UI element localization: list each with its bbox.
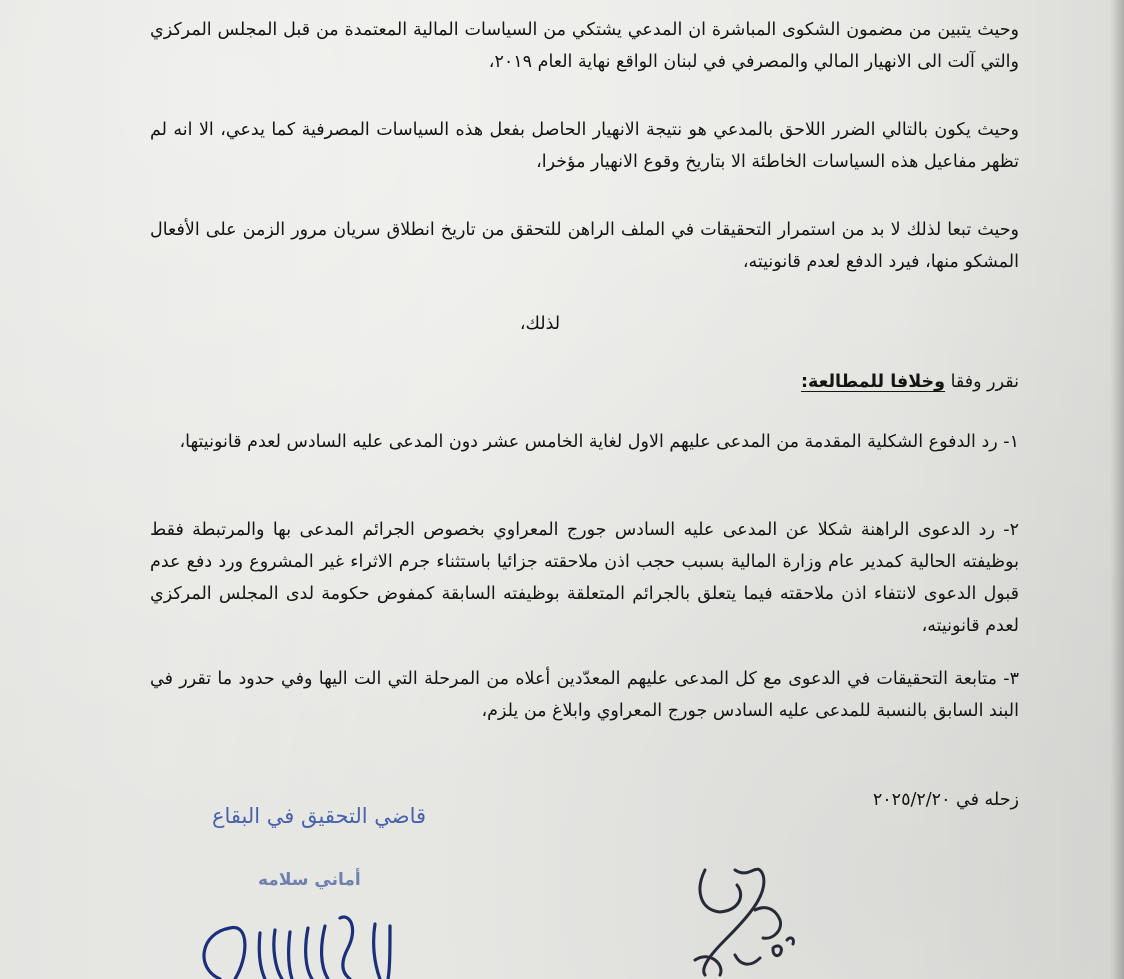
page-edge-shadow [1110,0,1124,979]
paragraph-complaint-content: وحيث يتبين من مضمون الشكوى المباشرة ان المدعي يشتكي من السياسات المالية المعتمدة من قبل المجلس المركزي والتي آلت الى الانهيار المالي والمصرفي في لبنان الواقع نهاية العام ٢٠١٩، [150,20,1019,72]
ruling-intro-text: نقرر وفقا [945,372,1019,392]
ruling-item-2: ٢- رد الدعوى الراهنة شكلا عن المدعى عليه السادس جورج المعراوي بخصوص الجرائم المدعى بها والمرتبطة فقط بوظيفته الحالية كمدير عام وزارة المالية بسبب حجب اذن ملاحقته جزائيا باستثناء جرم الاثراء غير المشروع ورد دفع عدم قبول الدعوى لانتفاء اذن ملاحقته فيما يتعلق بالجرائم المتعلقة بوظيفته السابقة كمفوض حكومة لدى المجلس المركزي لعدم قانونيته، [150,520,1019,636]
ruling-item-1: ١- رد الدفوع الشكلية المقدمة من المدعى عليهم الاول لغاية الخامس عشر دون المدعى عليه السادس لعدم قانونيتها، [179,432,1019,452]
heading-therefore: لذلك، [519,314,561,334]
ruling-intro-emphasis: وخلافا للمطالعة: [801,372,946,392]
date-line: زحله في ٢٠٢٥/٢/٢٠ [872,790,1019,810]
ruling-item-3: ٣- متابعة التحقيقات في الدعوى مع كل المدعى عليهم المعدّدين أعلاه من المرحلة التي الت اليها وفي حدود ما تقرر في البند السابق بالنسبة للمدعى عليه السادس جورج المعراوي وابلاغ من يلزم، [150,669,1019,721]
paragraph-damage: وحيث يكون بالتالي الضرر اللاحق بالمدعي هو نتيجة الانهيار الحاصل بفعل هذه السياسات المصرفية كما يدعي، الا انه لم تظهر مفاعيل هذه السياسات الخاطئة الا بتاريخ وقوع الانهيار مؤخرا، [150,120,1019,172]
stamp-judge-name: أماني سلامه [258,870,361,890]
stamp-judge-title: قاضي التحقيق في البقاع [212,804,427,828]
judge-signature [190,888,470,979]
clerk-signature [665,850,815,979]
ruling-intro [801,366,1019,398]
paragraph-statute-of-limitations: وحيث تبعا لذلك لا بد من استمرار التحقيقات في الملف الراهن للتحقق من تاريخ انطلاق سريان مرور الزمن على الأفعال المشكو منها، فيرد الدفع لعدم قانونيته، [150,220,1019,272]
